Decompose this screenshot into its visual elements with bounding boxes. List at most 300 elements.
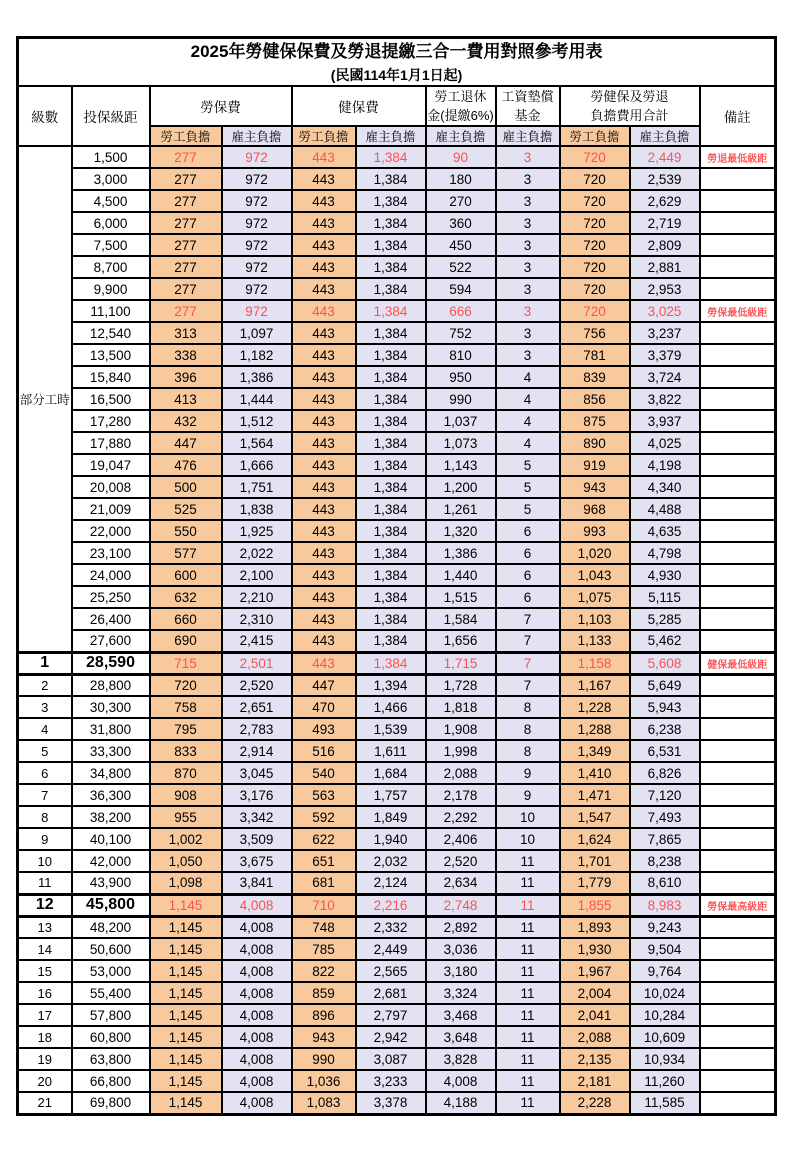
labor-employee-cell: 277 (150, 300, 222, 322)
bracket-cell: 15,840 (72, 366, 150, 388)
table-row (18, 938, 776, 960)
labor-employee-cell: 577 (150, 542, 222, 564)
header-row-groups (18, 86, 776, 126)
health-employee-cell: 516 (292, 740, 356, 762)
remark-cell (700, 542, 776, 564)
remark-cell (700, 278, 776, 300)
wage-fund-employer-cell: 5 (496, 498, 560, 520)
remark-cell (700, 234, 776, 256)
bracket-cell: 12,540 (72, 322, 150, 344)
pension-employer-cell: 1,073 (426, 432, 496, 454)
total-employer-cell: 3,724 (630, 366, 700, 388)
labor-employee-cell: 313 (150, 322, 222, 344)
bracket-cell: 22,000 (72, 520, 150, 542)
page-subtitle: (民國114年1月1日起) (330, 67, 463, 83)
labor-employee-cell: 413 (150, 388, 222, 410)
remark-cell (700, 718, 776, 740)
bracket-cell: 19,047 (72, 454, 150, 476)
labor-employer-cell: 1,182 (222, 344, 292, 366)
bracket-cell: 13,500 (72, 344, 150, 366)
labor-employee-cell: 277 (150, 256, 222, 278)
remark-cell (700, 410, 776, 432)
wage-fund-employer-cell: 6 (496, 520, 560, 542)
total-employee-cell: 856 (560, 388, 630, 410)
pension-employer-cell: 1,728 (426, 674, 496, 696)
remark-cell: 勞保最高級距 (700, 894, 776, 916)
table-row (18, 542, 776, 564)
pension-employer-cell: 2,520 (426, 850, 496, 872)
labor-employee-cell: 447 (150, 432, 222, 454)
table-row (18, 256, 776, 278)
table-row (18, 190, 776, 212)
table-row (18, 476, 776, 498)
table-row (18, 212, 776, 234)
remark-cell (700, 322, 776, 344)
health-employee-cell: 443 (292, 300, 356, 322)
table-row (18, 234, 776, 256)
labor-employer-cell: 1,444 (222, 388, 292, 410)
pension-employer-cell: 270 (426, 190, 496, 212)
sublabel-li-employer: 雇主負擔 (222, 126, 292, 146)
total-employee-cell: 2,228 (560, 1092, 630, 1114)
labor-employee-cell: 1,145 (150, 916, 222, 938)
labor-employer-cell: 3,841 (222, 872, 292, 894)
table-row (18, 608, 776, 630)
bracket-cell: 27,600 (72, 630, 150, 652)
total-employee-cell: 1,228 (560, 696, 630, 718)
health-employer-cell: 1,384 (356, 564, 426, 586)
level-cell: 16 (18, 982, 72, 1004)
wage-fund-employer-cell: 5 (496, 454, 560, 476)
total-employer-cell: 8,238 (630, 850, 700, 872)
table-row (18, 498, 776, 520)
pension-employer-cell: 2,406 (426, 828, 496, 850)
labor-employer-cell: 4,008 (222, 1070, 292, 1092)
wage-fund-employer-cell: 11 (496, 872, 560, 894)
health-employer-cell: 1,539 (356, 718, 426, 740)
labor-employee-cell: 476 (150, 454, 222, 476)
labor-employee-cell: 432 (150, 410, 222, 432)
bracket-cell: 8,700 (72, 256, 150, 278)
wage-fund-employer-cell: 11 (496, 938, 560, 960)
health-employer-cell: 1,384 (356, 300, 426, 322)
wage-fund-employer-cell: 9 (496, 762, 560, 784)
remark-cell (700, 476, 776, 498)
table-row (18, 696, 776, 718)
labor-employer-cell: 972 (222, 146, 292, 168)
health-employee-cell: 651 (292, 850, 356, 872)
bracket-cell: 24,000 (72, 564, 150, 586)
labor-employer-cell: 4,008 (222, 1048, 292, 1070)
health-employer-cell: 1,384 (356, 476, 426, 498)
pension-employer-cell: 810 (426, 344, 496, 366)
wage-fund-employer-cell: 11 (496, 916, 560, 938)
labor-employee-cell: 1,145 (150, 1092, 222, 1114)
labor-employee-cell: 955 (150, 806, 222, 828)
labor-employer-cell: 3,176 (222, 784, 292, 806)
wage-fund-employer-cell: 11 (496, 894, 560, 916)
table-row (18, 432, 776, 454)
total-employee-cell: 839 (560, 366, 630, 388)
labor-employer-cell: 4,008 (222, 960, 292, 982)
pension-employer-cell: 2,292 (426, 806, 496, 828)
total-employer-cell: 6,826 (630, 762, 700, 784)
table-row (18, 520, 776, 542)
total-header-line2: 負擔費用合計 (590, 108, 669, 123)
total-employee-cell: 1,893 (560, 916, 630, 938)
labor-employer-cell: 1,838 (222, 498, 292, 520)
sublabel-wage-fund-employer: 雇主負擔 (496, 126, 560, 146)
wage-fund-employer-cell: 8 (496, 696, 560, 718)
health-employee-cell: 622 (292, 828, 356, 850)
pension-employer-cell: 180 (426, 168, 496, 190)
labor-employer-cell: 4,008 (222, 894, 292, 916)
labor-employer-cell: 1,386 (222, 366, 292, 388)
health-employee-cell: 470 (292, 696, 356, 718)
labor-employee-cell: 550 (150, 520, 222, 542)
labor-employer-cell: 972 (222, 256, 292, 278)
bracket-cell: 55,400 (72, 982, 150, 1004)
wage-fund-employer-cell: 3 (496, 300, 560, 322)
level-cell: 4 (18, 718, 72, 740)
pension-employer-cell: 1,200 (426, 476, 496, 498)
total-employer-cell: 7,865 (630, 828, 700, 850)
total-employer-cell: 2,629 (630, 190, 700, 212)
wage-fund-employer-cell: 11 (496, 960, 560, 982)
health-employer-cell: 2,332 (356, 916, 426, 938)
bracket-cell: 38,200 (72, 806, 150, 828)
health-employee-cell: 443 (292, 652, 356, 674)
total-employee-cell: 1,158 (560, 652, 630, 674)
health-employer-cell: 1,466 (356, 696, 426, 718)
labor-employer-cell: 1,925 (222, 520, 292, 542)
total-employee-cell: 968 (560, 498, 630, 520)
total-employer-cell: 3,025 (630, 300, 700, 322)
labor-employee-cell: 277 (150, 190, 222, 212)
pension-employer-cell: 2,088 (426, 762, 496, 784)
labor-employee-cell: 277 (150, 234, 222, 256)
remark-cell (700, 828, 776, 850)
total-employee-cell: 1,410 (560, 762, 630, 784)
pension-employer-cell: 1,440 (426, 564, 496, 586)
total-employee-cell: 720 (560, 190, 630, 212)
pension-employer-cell: 2,634 (426, 872, 496, 894)
total-employee-cell: 919 (560, 454, 630, 476)
level-cell: 13 (18, 916, 72, 938)
pension-employer-cell: 1,037 (426, 410, 496, 432)
wage-fund-employer-cell: 3 (496, 278, 560, 300)
labor-employer-cell: 1,512 (222, 410, 292, 432)
remark-cell (700, 1026, 776, 1048)
level-cell: 12 (18, 894, 72, 916)
pension-employer-cell: 1,584 (426, 608, 496, 630)
remark-cell (700, 454, 776, 476)
health-employer-cell: 2,681 (356, 982, 426, 1004)
level-cell: 6 (18, 762, 72, 784)
level-cell: 10 (18, 850, 72, 872)
table-row (18, 586, 776, 608)
sublabel-hi-employer: 雇主負擔 (356, 126, 426, 146)
labor-employer-cell: 3,509 (222, 828, 292, 850)
pension-employer-cell: 2,892 (426, 916, 496, 938)
wage-fund-employer-cell: 4 (496, 410, 560, 432)
wage-fund-employer-cell: 11 (496, 1048, 560, 1070)
pension-employer-cell: 1,998 (426, 740, 496, 762)
col-header-pension (426, 86, 496, 126)
health-employee-cell: 443 (292, 190, 356, 212)
labor-employer-cell: 2,914 (222, 740, 292, 762)
health-employer-cell: 1,384 (356, 432, 426, 454)
table-row (18, 410, 776, 432)
pension-employer-cell: 522 (426, 256, 496, 278)
health-employer-cell: 2,124 (356, 872, 426, 894)
health-employer-cell: 1,394 (356, 674, 426, 696)
labor-employee-cell: 277 (150, 146, 222, 168)
sublabel-total-employee: 勞工負擔 (560, 126, 630, 146)
pension-employer-cell: 666 (426, 300, 496, 322)
total-employer-cell: 10,934 (630, 1048, 700, 1070)
labor-employer-cell: 972 (222, 300, 292, 322)
health-employer-cell: 1,384 (356, 168, 426, 190)
level-cell: 9 (18, 828, 72, 850)
pension-employer-cell: 2,748 (426, 894, 496, 916)
table-row (18, 564, 776, 586)
table-row (18, 894, 776, 916)
labor-employee-cell: 525 (150, 498, 222, 520)
wage-fund-employer-cell: 11 (496, 1070, 560, 1092)
health-employer-cell: 1,684 (356, 762, 426, 784)
total-employee-cell: 2,088 (560, 1026, 630, 1048)
bracket-cell: 23,100 (72, 542, 150, 564)
total-employer-cell: 3,237 (630, 322, 700, 344)
total-employee-cell: 720 (560, 146, 630, 168)
health-employer-cell: 3,087 (356, 1048, 426, 1070)
table-row (18, 322, 776, 344)
labor-employee-cell: 277 (150, 168, 222, 190)
total-employee-cell: 1,075 (560, 586, 630, 608)
bracket-cell: 7,500 (72, 234, 150, 256)
wage-fund-employer-cell: 10 (496, 806, 560, 828)
bracket-cell: 17,280 (72, 410, 150, 432)
table-row (18, 740, 776, 762)
col-header-health-insurance: 健保費 (292, 86, 426, 126)
table-row (18, 982, 776, 1004)
labor-employee-cell: 1,145 (150, 1004, 222, 1026)
bracket-cell: 3,000 (72, 168, 150, 190)
level-group-cell: 部分工時 (18, 146, 72, 652)
table-row (18, 1026, 776, 1048)
wage-fund-employer-cell: 8 (496, 718, 560, 740)
remark-cell (700, 388, 776, 410)
total-employee-cell: 2,041 (560, 1004, 630, 1026)
total-employer-cell: 3,379 (630, 344, 700, 366)
labor-employee-cell: 500 (150, 476, 222, 498)
bracket-cell: 1,500 (72, 146, 150, 168)
bracket-cell: 33,300 (72, 740, 150, 762)
remark-cell (700, 740, 776, 762)
remark-cell (700, 1048, 776, 1070)
table-row (18, 674, 776, 696)
health-employee-cell: 443 (292, 542, 356, 564)
total-employee-cell: 1,349 (560, 740, 630, 762)
labor-employee-cell: 908 (150, 784, 222, 806)
wage-fund-employer-cell: 3 (496, 234, 560, 256)
health-employee-cell: 681 (292, 872, 356, 894)
remark-cell (700, 1004, 776, 1026)
sublabel-total-employer: 雇主負擔 (630, 126, 700, 146)
health-employee-cell: 443 (292, 234, 356, 256)
total-employer-cell: 2,719 (630, 212, 700, 234)
table-row (18, 828, 776, 850)
bracket-cell: 60,800 (72, 1026, 150, 1048)
col-header-labor-insurance: 勞保費 (150, 86, 292, 126)
remark-cell (700, 784, 776, 806)
remark-cell (700, 520, 776, 542)
bracket-cell: 30,300 (72, 696, 150, 718)
level-cell: 20 (18, 1070, 72, 1092)
total-employer-cell: 11,260 (630, 1070, 700, 1092)
sublabel-pension-employer: 雇主負擔 (426, 126, 496, 146)
labor-employer-cell: 1,666 (222, 454, 292, 476)
table-row (18, 1070, 776, 1092)
health-employee-cell: 822 (292, 960, 356, 982)
total-employee-cell: 890 (560, 432, 630, 454)
wage-fund-header-line2: 基金 (514, 108, 541, 123)
labor-employer-cell: 2,501 (222, 652, 292, 674)
wage-fund-employer-cell: 8 (496, 740, 560, 762)
bracket-cell: 31,800 (72, 718, 150, 740)
pension-employer-cell: 1,143 (426, 454, 496, 476)
labor-employee-cell: 1,145 (150, 1026, 222, 1048)
health-employer-cell: 1,384 (356, 234, 426, 256)
health-employer-cell: 1,849 (356, 806, 426, 828)
total-employer-cell: 2,539 (630, 168, 700, 190)
table-row (18, 1092, 776, 1114)
total-employee-cell: 720 (560, 300, 630, 322)
total-employer-cell: 8,983 (630, 894, 700, 916)
pension-employer-cell: 3,828 (426, 1048, 496, 1070)
pension-employer-cell: 90 (426, 146, 496, 168)
table-row (18, 872, 776, 894)
bracket-cell: 66,800 (72, 1070, 150, 1092)
labor-employer-cell: 1,751 (222, 476, 292, 498)
sublabel-li-employee: 勞工負擔 (150, 126, 222, 146)
wage-fund-employer-cell: 10 (496, 828, 560, 850)
health-employee-cell: 443 (292, 344, 356, 366)
wage-fund-employer-cell: 3 (496, 256, 560, 278)
total-employer-cell: 2,881 (630, 256, 700, 278)
remark-cell (700, 674, 776, 696)
remark-cell (700, 938, 776, 960)
level-cell: 1 (18, 652, 72, 674)
pension-employer-cell: 360 (426, 212, 496, 234)
total-employee-cell: 2,135 (560, 1048, 630, 1070)
labor-employee-cell: 1,050 (150, 850, 222, 872)
remark-cell (700, 960, 776, 982)
bracket-cell: 69,800 (72, 1092, 150, 1114)
title-row (18, 38, 776, 87)
table-row (18, 762, 776, 784)
total-employer-cell: 6,531 (630, 740, 700, 762)
bracket-cell: 6,000 (72, 212, 150, 234)
labor-employer-cell: 2,022 (222, 542, 292, 564)
level-cell: 17 (18, 1004, 72, 1026)
remark-cell: 健保最低級距 (700, 652, 776, 674)
remark-cell (700, 916, 776, 938)
health-employee-cell: 443 (292, 520, 356, 542)
labor-employee-cell: 1,098 (150, 872, 222, 894)
total-employer-cell: 10,024 (630, 982, 700, 1004)
total-employer-cell: 4,798 (630, 542, 700, 564)
level-cell: 18 (18, 1026, 72, 1048)
bracket-cell: 9,900 (72, 278, 150, 300)
total-employee-cell: 993 (560, 520, 630, 542)
table-row (18, 344, 776, 366)
level-cell: 7 (18, 784, 72, 806)
pension-employer-cell: 1,515 (426, 586, 496, 608)
labor-employee-cell: 632 (150, 586, 222, 608)
bracket-cell: 28,800 (72, 674, 150, 696)
health-employee-cell: 443 (292, 564, 356, 586)
total-employee-cell: 1,133 (560, 630, 630, 652)
total-employer-cell: 4,635 (630, 520, 700, 542)
bracket-cell: 11,100 (72, 300, 150, 322)
labor-employee-cell: 600 (150, 564, 222, 586)
pension-employer-cell: 450 (426, 234, 496, 256)
labor-employer-cell: 4,008 (222, 1004, 292, 1026)
total-employee-cell: 756 (560, 322, 630, 344)
total-employer-cell: 6,238 (630, 718, 700, 740)
health-employer-cell: 1,384 (356, 498, 426, 520)
labor-employer-cell: 2,651 (222, 696, 292, 718)
bracket-cell: 28,590 (72, 652, 150, 674)
health-employer-cell: 2,032 (356, 850, 426, 872)
wage-fund-employer-cell: 4 (496, 432, 560, 454)
health-employer-cell: 1,384 (356, 608, 426, 630)
labor-employee-cell: 660 (150, 608, 222, 630)
labor-employer-cell: 972 (222, 234, 292, 256)
remark-cell (700, 190, 776, 212)
health-employee-cell: 540 (292, 762, 356, 784)
labor-employee-cell: 758 (150, 696, 222, 718)
total-employer-cell: 3,937 (630, 410, 700, 432)
bracket-cell: 26,400 (72, 608, 150, 630)
wage-fund-employer-cell: 7 (496, 608, 560, 630)
total-employee-cell: 1,471 (560, 784, 630, 806)
total-employer-cell: 9,764 (630, 960, 700, 982)
pension-employer-cell: 1,320 (426, 520, 496, 542)
total-employee-cell: 1,624 (560, 828, 630, 850)
health-employer-cell: 1,757 (356, 784, 426, 806)
labor-employee-cell: 833 (150, 740, 222, 762)
remark-cell (700, 1092, 776, 1114)
table-row (18, 454, 776, 476)
total-employee-cell: 875 (560, 410, 630, 432)
page-title: 2025年勞健保保費及勞退提繳三合一費用對照參考用表 (190, 42, 603, 61)
sublabel-hi-employee: 勞工負擔 (292, 126, 356, 146)
health-employer-cell: 1,384 (356, 520, 426, 542)
health-employee-cell: 443 (292, 146, 356, 168)
total-employee-cell: 1,547 (560, 806, 630, 828)
table-row (18, 278, 776, 300)
labor-employee-cell: 715 (150, 652, 222, 674)
total-employer-cell: 7,493 (630, 806, 700, 828)
total-employee-cell: 1,930 (560, 938, 630, 960)
remark-cell (700, 498, 776, 520)
wage-fund-employer-cell: 9 (496, 784, 560, 806)
pension-employer-cell: 3,468 (426, 1004, 496, 1026)
remark-cell: 勞保最低級距 (700, 300, 776, 322)
